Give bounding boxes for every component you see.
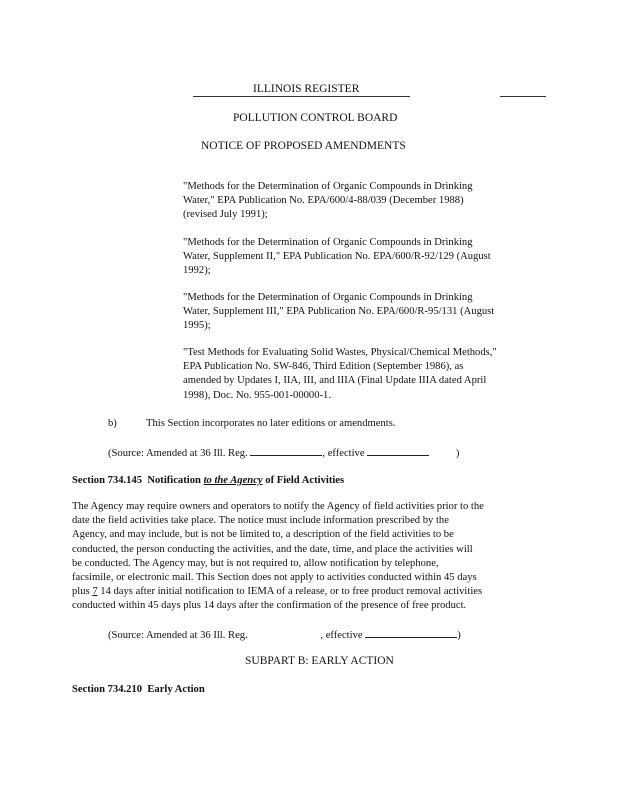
section-210-heading (72, 683, 205, 697)
subpart-heading: SUBPART B: EARLY ACTION (245, 655, 394, 667)
section-title-insertion: to the Agency (203, 475, 263, 486)
reference-line: 1998), Doc. No. 955-001-00000-1. (183, 389, 331, 401)
source-note-2 (108, 627, 461, 643)
header-rule-right (500, 96, 546, 97)
section-number: Section 734.145 (72, 475, 143, 486)
source-note-1 (108, 445, 459, 461)
body-line: conducted within 45 days plus 14 days after the confirmation of the presence of free product. (72, 600, 467, 612)
source-effective: , effective (320, 630, 363, 641)
reference-line: (revised July 1991); (183, 209, 268, 221)
section-number: Section 734.210 (72, 684, 143, 695)
source-effective: , effective (322, 448, 365, 459)
body-line: Agency, and may include, but is not be limited to, a description of the field activities to be (72, 529, 454, 541)
reference-line: EPA Publication No. SW-846, Third Edition (September 1986), as (183, 361, 464, 373)
reference-4 (183, 346, 497, 403)
reference-2 (183, 236, 491, 279)
section-145-heading (72, 474, 344, 488)
section-145-body (72, 500, 484, 614)
reference-line: 1995); (183, 320, 211, 332)
body-line (72, 585, 484, 599)
section-title: Early Action (147, 684, 205, 695)
board-name: POLLUTION CONTROL BOARD (233, 112, 398, 124)
body-line: facsimile, or electronic mail. This Section does not apply to activities conducted within 45 days (72, 572, 477, 584)
effective-blank (367, 445, 429, 456)
reference-line: Water, Supplement III," EPA Publication No. EPA/600/R-95/131 (August (183, 306, 495, 318)
reference-line: amended by Updates I, IIA, III, and IIIA (Final Update IIIA dated April (183, 375, 487, 387)
reference-line: 1992); (183, 265, 211, 277)
body-line: The Agency may require owners and operators to notify the Agency of field activities prior to the (72, 501, 484, 512)
source-prefix: (Source: Amended at 36 Ill. Reg. (108, 630, 248, 641)
reference-line: Water, Supplement II," EPA Publication No. EPA/600/R-92/129 (August (183, 251, 491, 263)
effective-blank (365, 627, 457, 638)
notice-title: NOTICE OF PROPOSED AMENDMENTS (201, 140, 406, 152)
body-line: date the field activities take place. The notice must include information prescribed by the (72, 515, 449, 527)
reference-1 (183, 180, 473, 223)
body-fragment-inserted: 7 (92, 586, 98, 598)
reference-3 (183, 291, 494, 334)
source-close: ) (457, 630, 461, 641)
reference-line: "Test Methods for Evaluating Solid Wastes, Physical/Chemical Methods," (183, 347, 497, 358)
header-rule-left (193, 96, 410, 97)
register-title: ILLINOIS REGISTER (253, 83, 360, 95)
reg-blank (250, 445, 322, 456)
section-title: of Field Activities (265, 475, 345, 486)
source-prefix: (Source: Amended at 36 Ill. Reg. (108, 448, 248, 459)
body-line: be conducted. The Agency may, but is not required to, allow notification by telephone, (72, 557, 439, 569)
body-fragment: 14 days after initial notification to IEMA of a release, or to free product removal activities (97, 586, 483, 598)
subsection-b-text: This Section incorporates no later editions or amendments. (146, 418, 396, 429)
subsection-b-label: b) (108, 418, 117, 429)
source-close: ) (455, 448, 460, 459)
body-fragment: plus (72, 586, 93, 598)
reference-line: "Methods for the Determination of Organic Compounds in Drinking (183, 237, 473, 248)
section-title: Notification (147, 475, 201, 486)
reference-line: "Methods for the Determination of Organic Compounds in Drinking (183, 181, 473, 192)
reference-line: Water," EPA Publication No. EPA/600/4-88/039 (December 1988) (183, 195, 464, 207)
reference-line: "Methods for the Determination of Organic Compounds in Drinking (183, 292, 473, 303)
body-line: conducted, the person conducting the activities, and the date, time, and place the activities will (72, 543, 473, 555)
